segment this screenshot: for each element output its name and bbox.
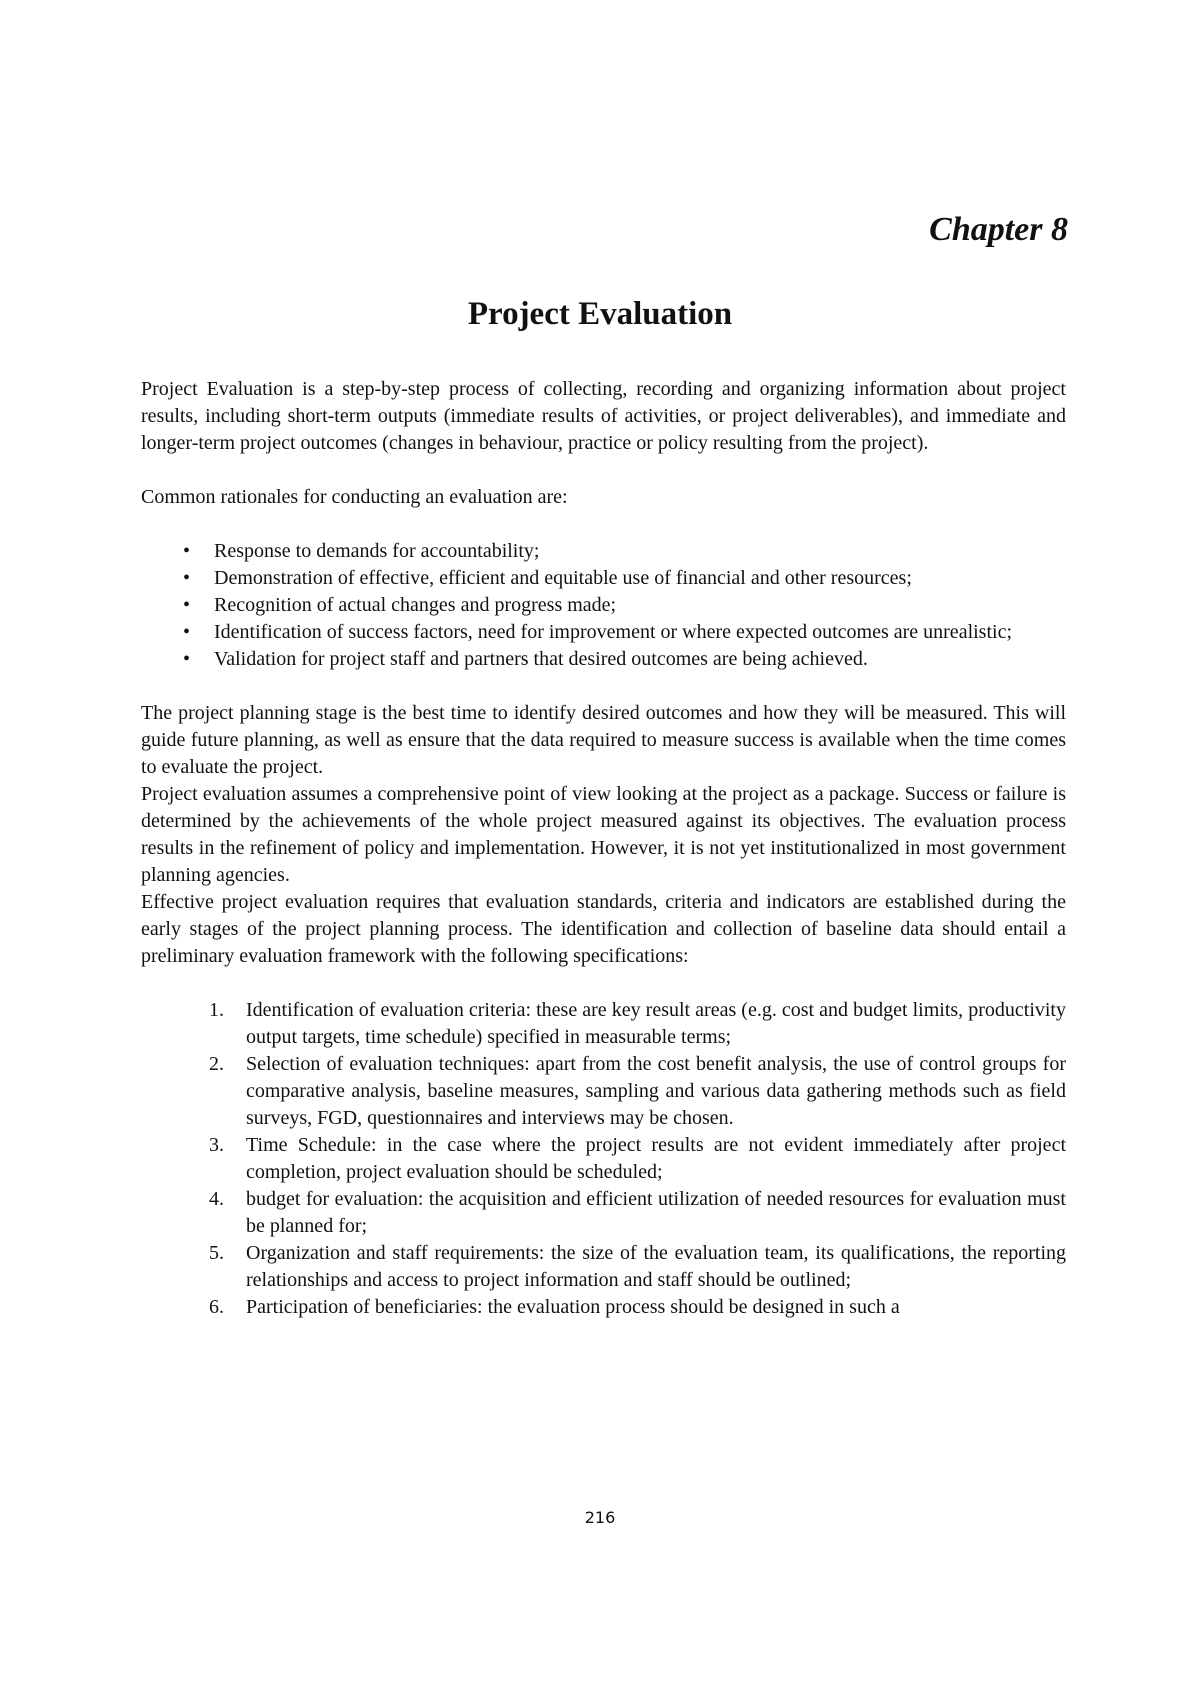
paragraph-planning: The project planning stage is the best time to identify desired outcomes and how they will be measured. This will guide future planning, as well as ensure that the data required to measure success is available when the time comes to evaluate the project.: [141, 702, 1066, 778]
document-body: [141, 376, 1066, 1321]
list-item-number: 5.: [209, 1242, 224, 1264]
bullet-symbol: •: [183, 594, 191, 616]
list-item-number: 1.: [209, 999, 224, 1021]
bullet-symbol: •: [183, 567, 191, 589]
list-item: [141, 1051, 1066, 1132]
list-item: [141, 997, 1066, 1051]
page-title: Project Evaluation: [467, 296, 733, 332]
list-item: [141, 1294, 1066, 1321]
bullet-symbol: •: [183, 648, 191, 670]
page-number: 216: [584, 1508, 616, 1527]
paragraph-framework: Effective project evaluation requires that evaluation standards, criteria and indicators are established during the early stages of the project planning process. The identification and collection of baseline data should entail a preliminary evaluation framework with the following specifications:: [141, 891, 1066, 967]
list-item-number: 6.: [209, 1296, 224, 1318]
list-item: [141, 565, 1066, 592]
list-item-text: Demonstration of effective, efficient and equitable use of financial and other resources;: [214, 567, 912, 589]
list-item-text: Identification of success factors, need for improvement or where expected outcomes are unrealistic;: [214, 621, 1013, 643]
specifications-list: [141, 997, 1066, 1321]
chapter-label: Chapter 8: [929, 211, 1068, 248]
list-item: [141, 538, 1066, 565]
intro-paragraph: Project Evaluation is a step-by-step process of collecting, recording and organizing information about project results, including short-term outputs (immediate results of activities, or project deliverables), and immediate and longer-term project outcomes (changes in behaviour, practice or policy resulting from the project).: [141, 378, 1066, 454]
list-item-number: 3.: [209, 1134, 224, 1156]
bullet-symbol: •: [183, 621, 191, 643]
list-item: [141, 1240, 1066, 1294]
list-item-text: Response to demands for accountability;: [214, 540, 540, 562]
list-item-text: Selection of evaluation techniques: apart from the cost benefit analysis, the use of control groups for comparative analysis, baseline measures, sampling and various data gathering methods such as field surveys, FGD, questionnaires and interviews may be chosen.: [246, 1053, 1066, 1129]
list-item: [141, 1186, 1066, 1240]
list-item-text: budget for evaluation: the acquisition and efficient utilization of needed resources for evaluation must be planned for;: [246, 1188, 1066, 1237]
list-item-number: 4.: [209, 1188, 224, 1210]
rationales-heading: Common rationales for conducting an evaluation are:: [141, 486, 568, 508]
rationales-list: [141, 538, 1066, 673]
list-item-text: Participation of beneficiaries: the evaluation process should be designed in such a: [246, 1296, 900, 1318]
list-item-text: Validation for project staff and partners that desired outcomes are being achieved.: [214, 648, 868, 670]
list-item-text: Identification of evaluation criteria: these are key result areas (e.g. cost and budget limits, productivity output targets, time schedule) specified in measurable terms;: [246, 999, 1066, 1048]
list-item: [141, 592, 1066, 619]
list-item: [141, 646, 1066, 673]
list-item-text: Organization and staff requirements: the size of the evaluation team, its qualifications, the reporting relationships and access to project information and staff should be outlined;: [246, 1242, 1066, 1291]
paragraph-evaluation-scope: Project evaluation assumes a comprehensive point of view looking at the project as a package. Success or failure is determined by the achievements of the whole project measured against its objectives. The evaluation process results in the refinement of policy and implementation. However, it is not yet institutionalized in most government planning agencies.: [141, 783, 1066, 886]
list-item-text: Recognition of actual changes and progress made;: [214, 594, 617, 616]
list-item: [141, 619, 1066, 646]
list-item: [141, 1132, 1066, 1186]
list-item-text: Time Schedule: in the case where the project results are not evident immediately after project completion, project evaluation should be scheduled;: [246, 1134, 1066, 1183]
list-item-number: 2.: [209, 1053, 224, 1075]
bullet-symbol: •: [183, 540, 191, 562]
